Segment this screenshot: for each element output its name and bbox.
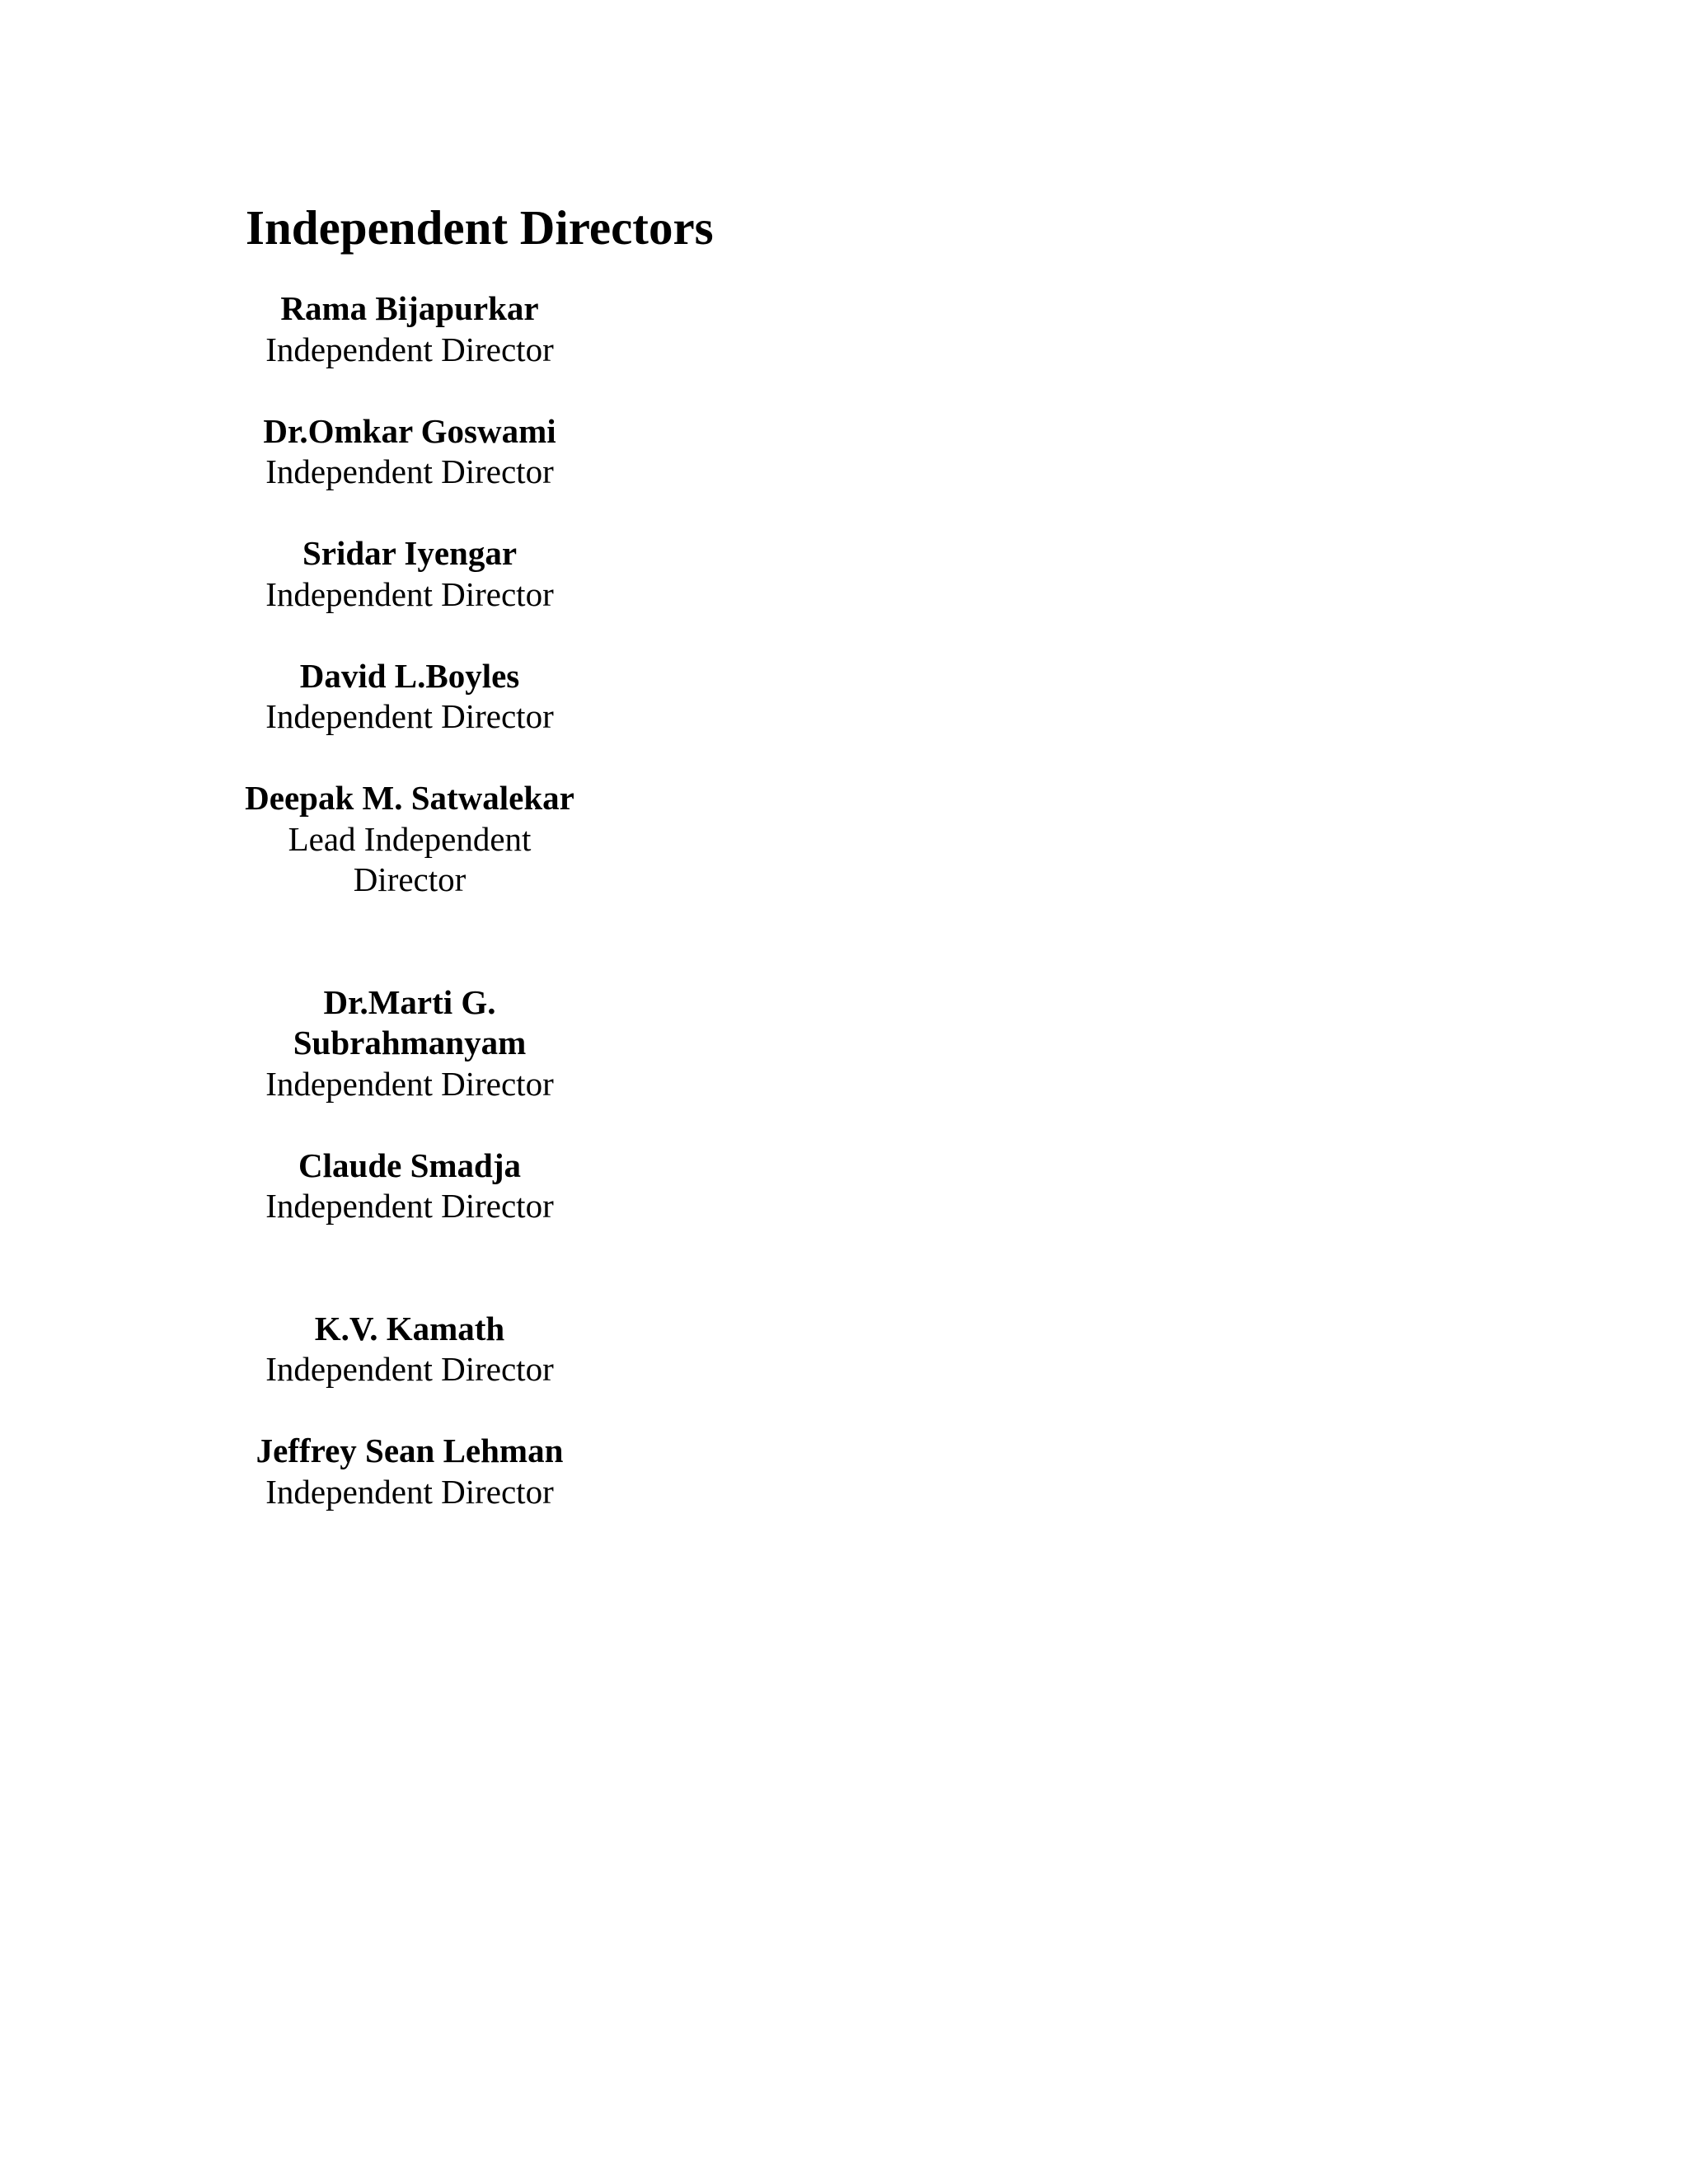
director-name: Claude Smadja <box>298 1146 521 1184</box>
director-role: Independent Director <box>265 452 554 490</box>
director-name: K.V. Kamath <box>314 1309 505 1347</box>
director-role: Independent Director <box>265 1472 554 1511</box>
director-role: Independent Director <box>265 1064 554 1103</box>
page-title: Independent Directors <box>246 200 714 255</box>
director-name: David L.Boyles <box>299 656 520 695</box>
director-name: Sridar Iyengar <box>302 534 518 572</box>
director-entry <box>245 533 574 615</box>
director-role: Independent Director <box>265 1350 554 1388</box>
director-entry <box>245 1309 574 1390</box>
directors-list <box>245 288 574 1512</box>
director-name: Deepak M. Satwalekar <box>245 779 574 817</box>
director-role: Independent Director <box>265 697 554 735</box>
director-role: Independent Director <box>265 1187 554 1225</box>
director-name: Rama Bijapurkar <box>280 289 539 327</box>
director-name: Dr.Omkar Goswami <box>263 411 556 450</box>
director-name: Dr.Marti G. Subrahmanyam <box>293 982 527 1062</box>
director-entry <box>245 1146 574 1227</box>
director-entry <box>245 656 574 738</box>
director-role: Independent Director <box>265 574 554 613</box>
director-entry <box>245 411 574 493</box>
director-name: Jeffrey Sean Lehman <box>256 1432 564 1469</box>
director-entry <box>245 778 574 901</box>
director-entry <box>245 288 574 370</box>
director-role: Lead Independent Director <box>288 819 532 898</box>
director-role: Independent Director <box>265 330 554 368</box>
director-entry <box>245 1431 574 1512</box>
director-entry <box>245 982 574 1105</box>
